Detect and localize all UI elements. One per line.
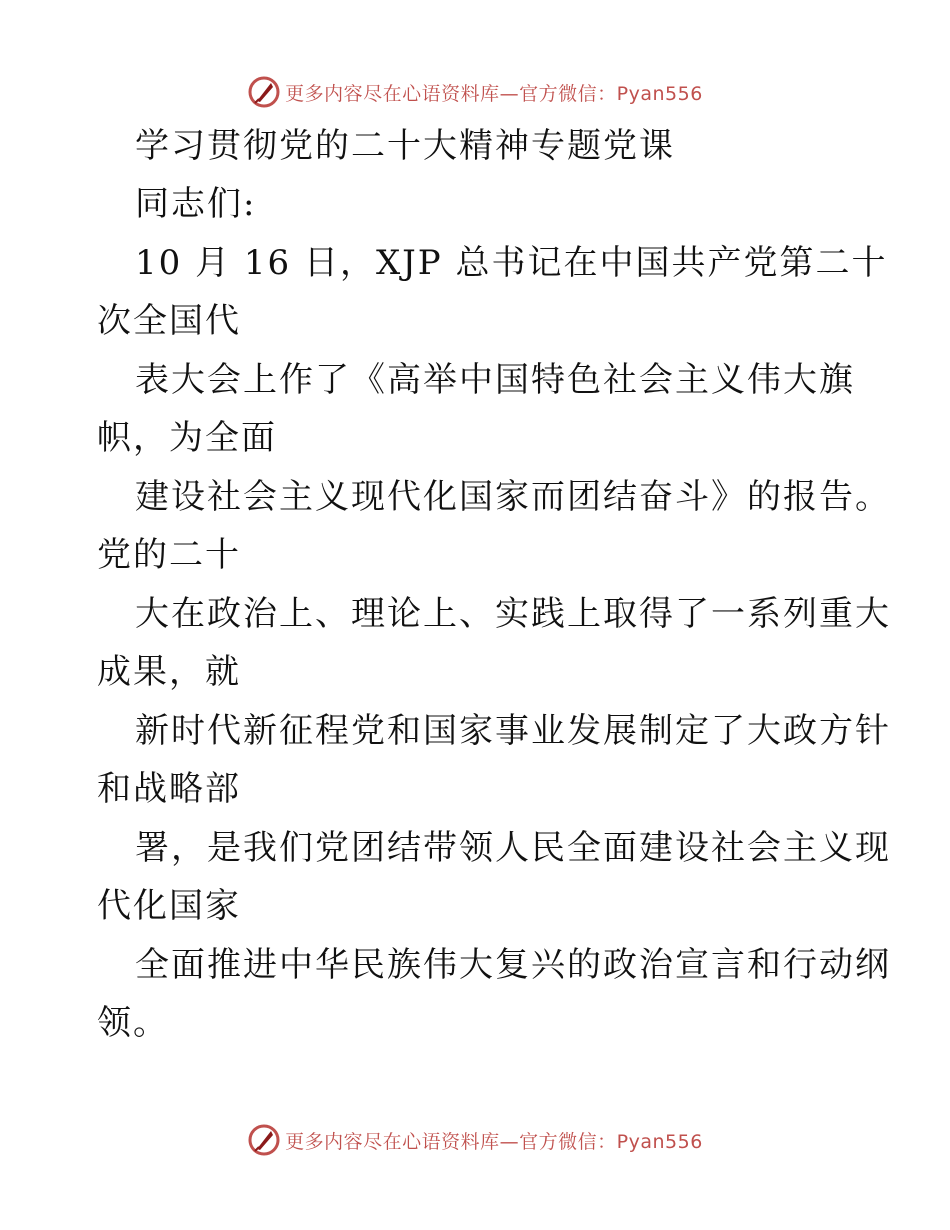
paragraph-line: 10 月 16 日，XJP 总书记在中国共产党第二十 <box>135 243 888 283</box>
paragraph-line: 表大会上作了《高举中国特色社会主义伟大旗 <box>135 360 855 400</box>
footer-watermark-banner <box>0 1120 950 1160</box>
header-watermark-banner <box>0 72 950 112</box>
footer-watermark-text: 更多内容尽在心语资料库—官方微信：Pyan556 <box>285 1130 703 1153</box>
paragraph-line: 次全国代 <box>97 301 241 341</box>
paragraph-line: 领。 <box>97 1003 169 1043</box>
feather-pen-logo-icon <box>247 1123 281 1157</box>
paragraph-line: 党的二十 <box>97 535 241 575</box>
paragraph-line: 和战略部 <box>97 769 241 809</box>
paragraph-line: 代化国家 <box>97 886 241 926</box>
paragraph-line: 新时代新征程党和国家事业发展制定了大政方针 <box>135 711 891 751</box>
paragraph-line: 大在政治上、理论上、实践上取得了一系列重大 <box>135 594 891 634</box>
paragraph-line: 帜，为全面 <box>97 418 277 458</box>
document-title: 学习贯彻党的二十大精神专题党课 <box>135 126 675 166</box>
salutation: 同志们: <box>135 184 257 224</box>
paragraph-line: 成果，就 <box>97 652 241 692</box>
paragraph-line: 建设社会主义现代化国家而团结奋斗》的报告。 <box>135 477 891 517</box>
header-watermark-text: 更多内容尽在心语资料库—官方微信：Pyan556 <box>285 82 703 105</box>
feather-pen-logo-icon <box>247 75 281 109</box>
paragraph-line: 署，是我们党团结带领人民全面建设社会主义现 <box>135 828 891 868</box>
paragraph-line: 全面推进中华民族伟大复兴的政治宣言和行动纲 <box>135 945 891 985</box>
